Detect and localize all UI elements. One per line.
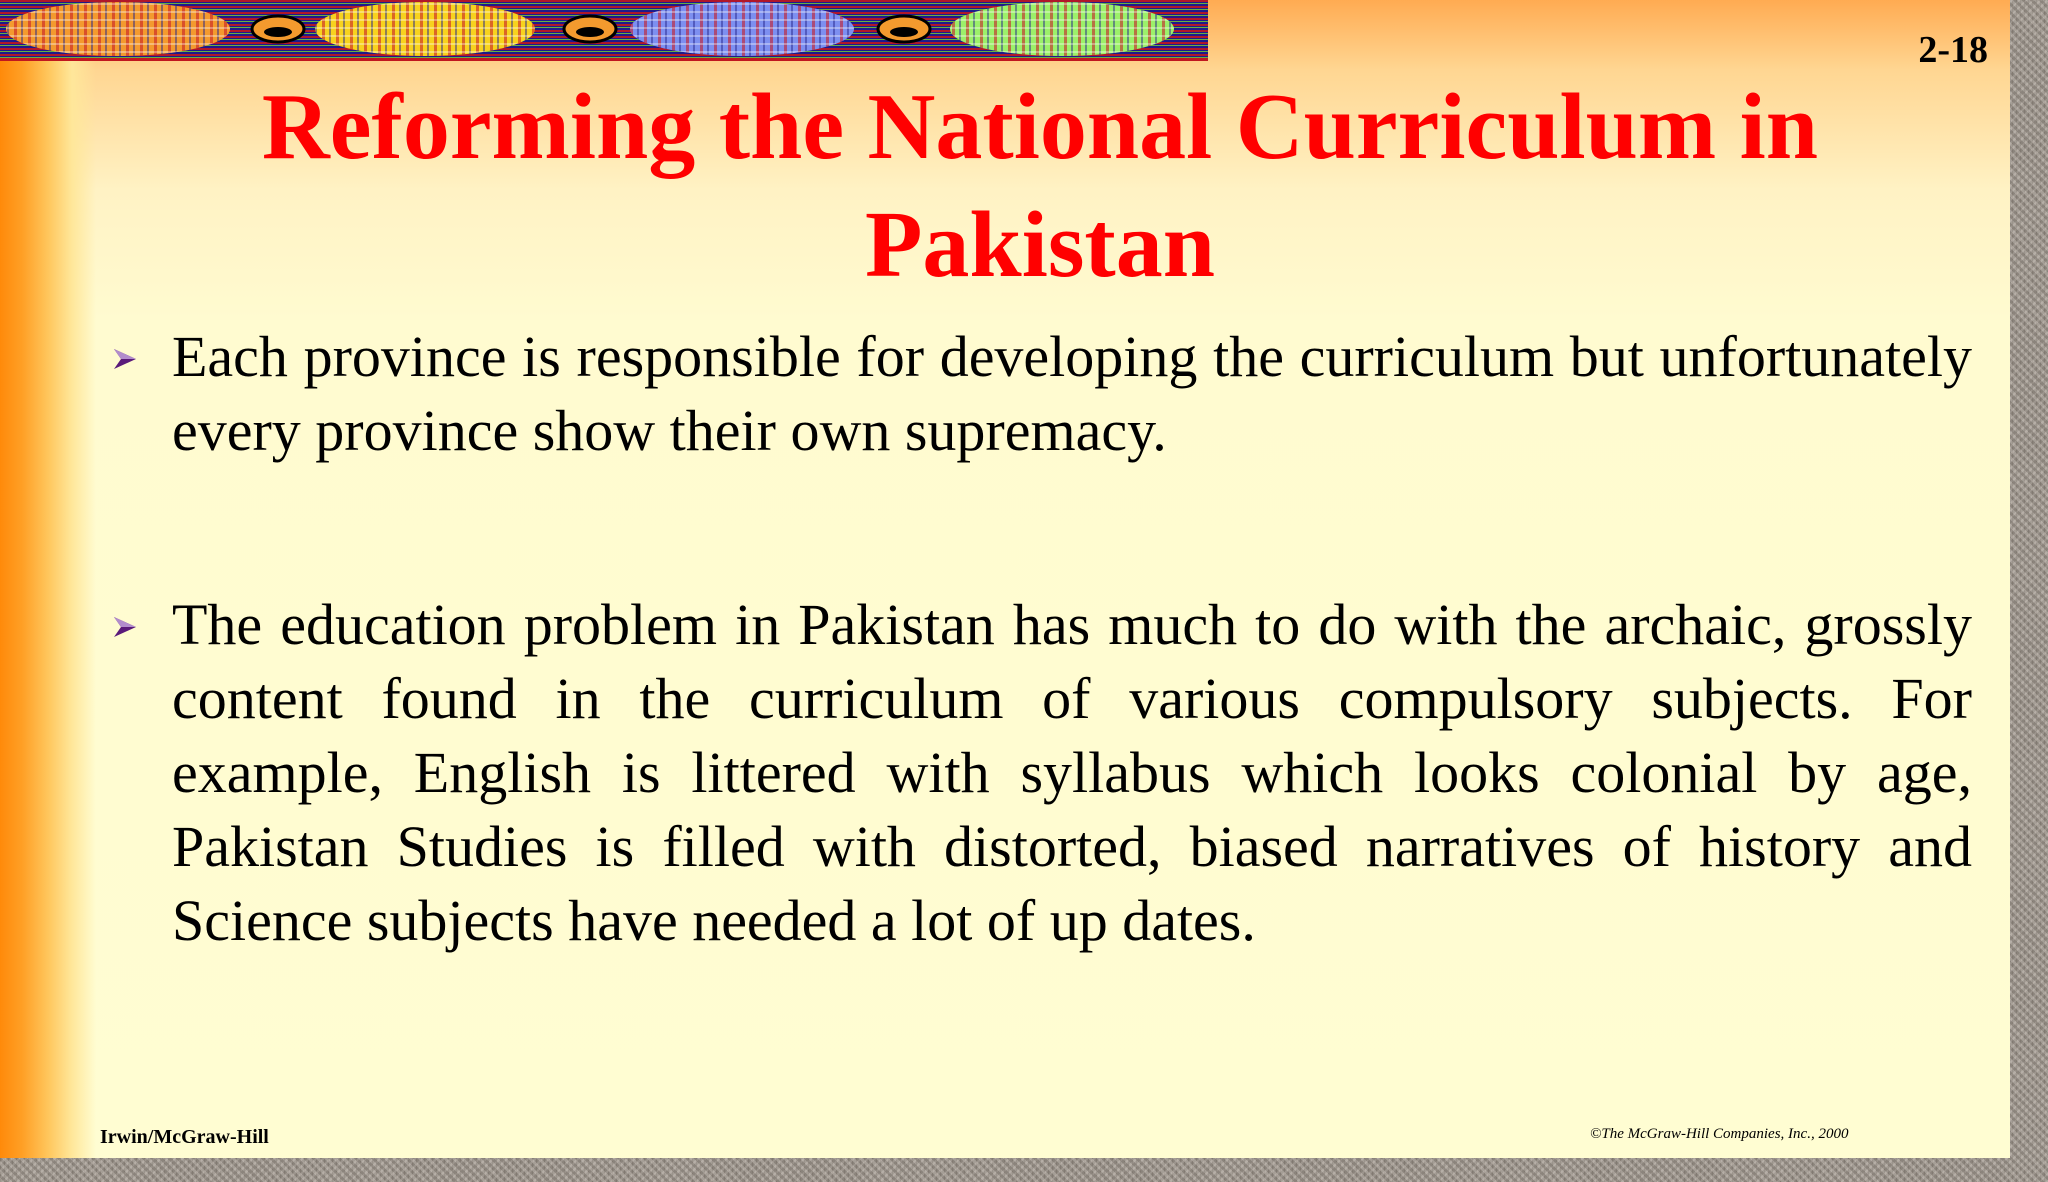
bullet-text: Each province is responsible for developing the curriculum but unfortunately every province show their own supremacy.: [172, 324, 1972, 463]
banner-eye-3: [878, 16, 930, 42]
banner-leaf-green: [950, 2, 1174, 56]
arrowhead-bullet-icon: [112, 614, 138, 640]
banner-pattern: [0, 0, 1208, 58]
bullet-item: [112, 320, 1972, 468]
slide-title: Reforming the National Curriculum in Pakistan: [261, 75, 1819, 297]
footer-copyright: ©The McGraw-Hill Companies, Inc., 2000: [1590, 1126, 1849, 1142]
footer-publisher: Irwin/McGraw-Hill: [100, 1126, 269, 1148]
banner-leaf-yellow: [315, 2, 535, 56]
slide-number: 2-18: [1918, 29, 1988, 71]
banner-leaf-orange: [6, 2, 230, 56]
bullet-text: The education problem in Pakistan has much to do with the archaic, grossly content found in the curriculum of various compulsory subjects. For example, English is littered with syllabus which looks colonial by age, Pakistan Studies is filled with distorted, biased narratives of history and Science subjects have needed a lot of up dates.: [172, 592, 1972, 953]
arrowhead-bullet-icon: [112, 346, 138, 372]
banner-leaf-blue: [630, 2, 854, 56]
bullet-list: [112, 320, 1972, 958]
left-gradient-bar: [0, 0, 96, 1158]
bullet-item: [112, 588, 1972, 958]
banner-eye-2: [564, 16, 616, 42]
banner-eye-1: [252, 16, 304, 42]
woven-fabric-banner: [0, 0, 1208, 61]
